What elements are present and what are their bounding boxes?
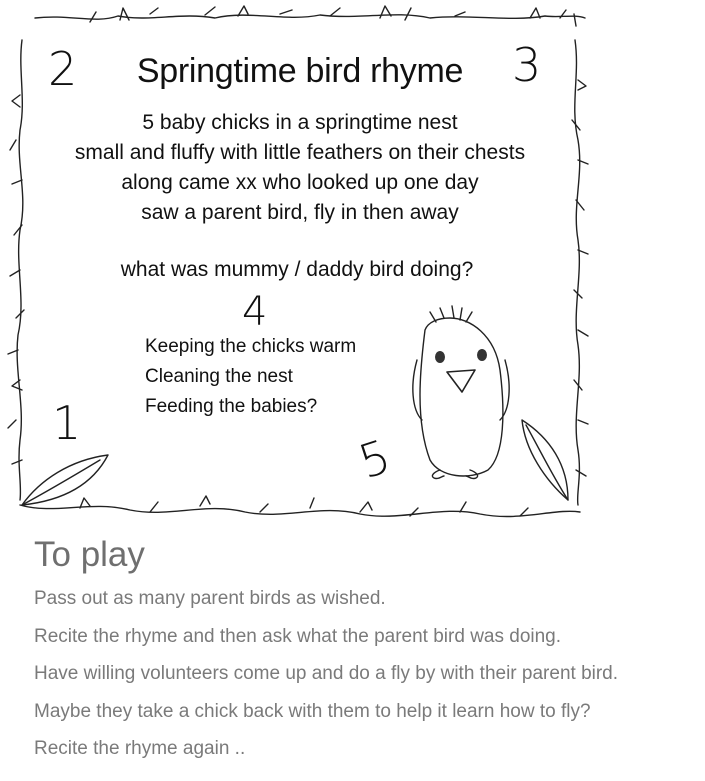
number-5-label: 5 <box>352 428 397 490</box>
number-2-label: 2 <box>48 42 78 96</box>
number-3-label: 3 <box>512 38 542 92</box>
rhyme-line-1: 5 baby chicks in a springtime nest <box>142 111 458 134</box>
instruction-step: Pass out as many parent birds as wished. <box>34 588 386 609</box>
instruction-step: Recite the rhyme again .. <box>34 738 246 759</box>
answer-options <box>145 332 356 422</box>
instruction-step: Have willing volunteers come up and do a fly by with their parent bird. <box>34 663 619 684</box>
option-item: Keeping the chicks warm <box>145 336 357 357</box>
rhyme-title: Springtime bird rhyme <box>136 52 464 90</box>
number-1-label: 1 <box>52 396 82 450</box>
rhyme-line-3: along came xx who looked up one day <box>121 171 479 194</box>
rhyme-line-4: saw a parent bird, fly in then away <box>141 201 459 224</box>
section-title: To play <box>34 535 145 574</box>
instructions-list <box>34 585 618 773</box>
option-item: Feeding the babies? <box>145 396 318 417</box>
instruction-step: Maybe they take a chick back with them to help it learn how to fly? <box>34 700 591 722</box>
rhyme-question: what was mummy / daddy bird doing? <box>120 258 474 281</box>
number-4-label: 4 <box>242 289 268 335</box>
instruction-step: Recite the rhyme and then ask what the parent bird was doing. <box>34 625 562 647</box>
rhyme-line-2: small and fluffy with little feathers on their chests <box>74 141 526 164</box>
option-item: Cleaning the nest <box>145 366 293 387</box>
